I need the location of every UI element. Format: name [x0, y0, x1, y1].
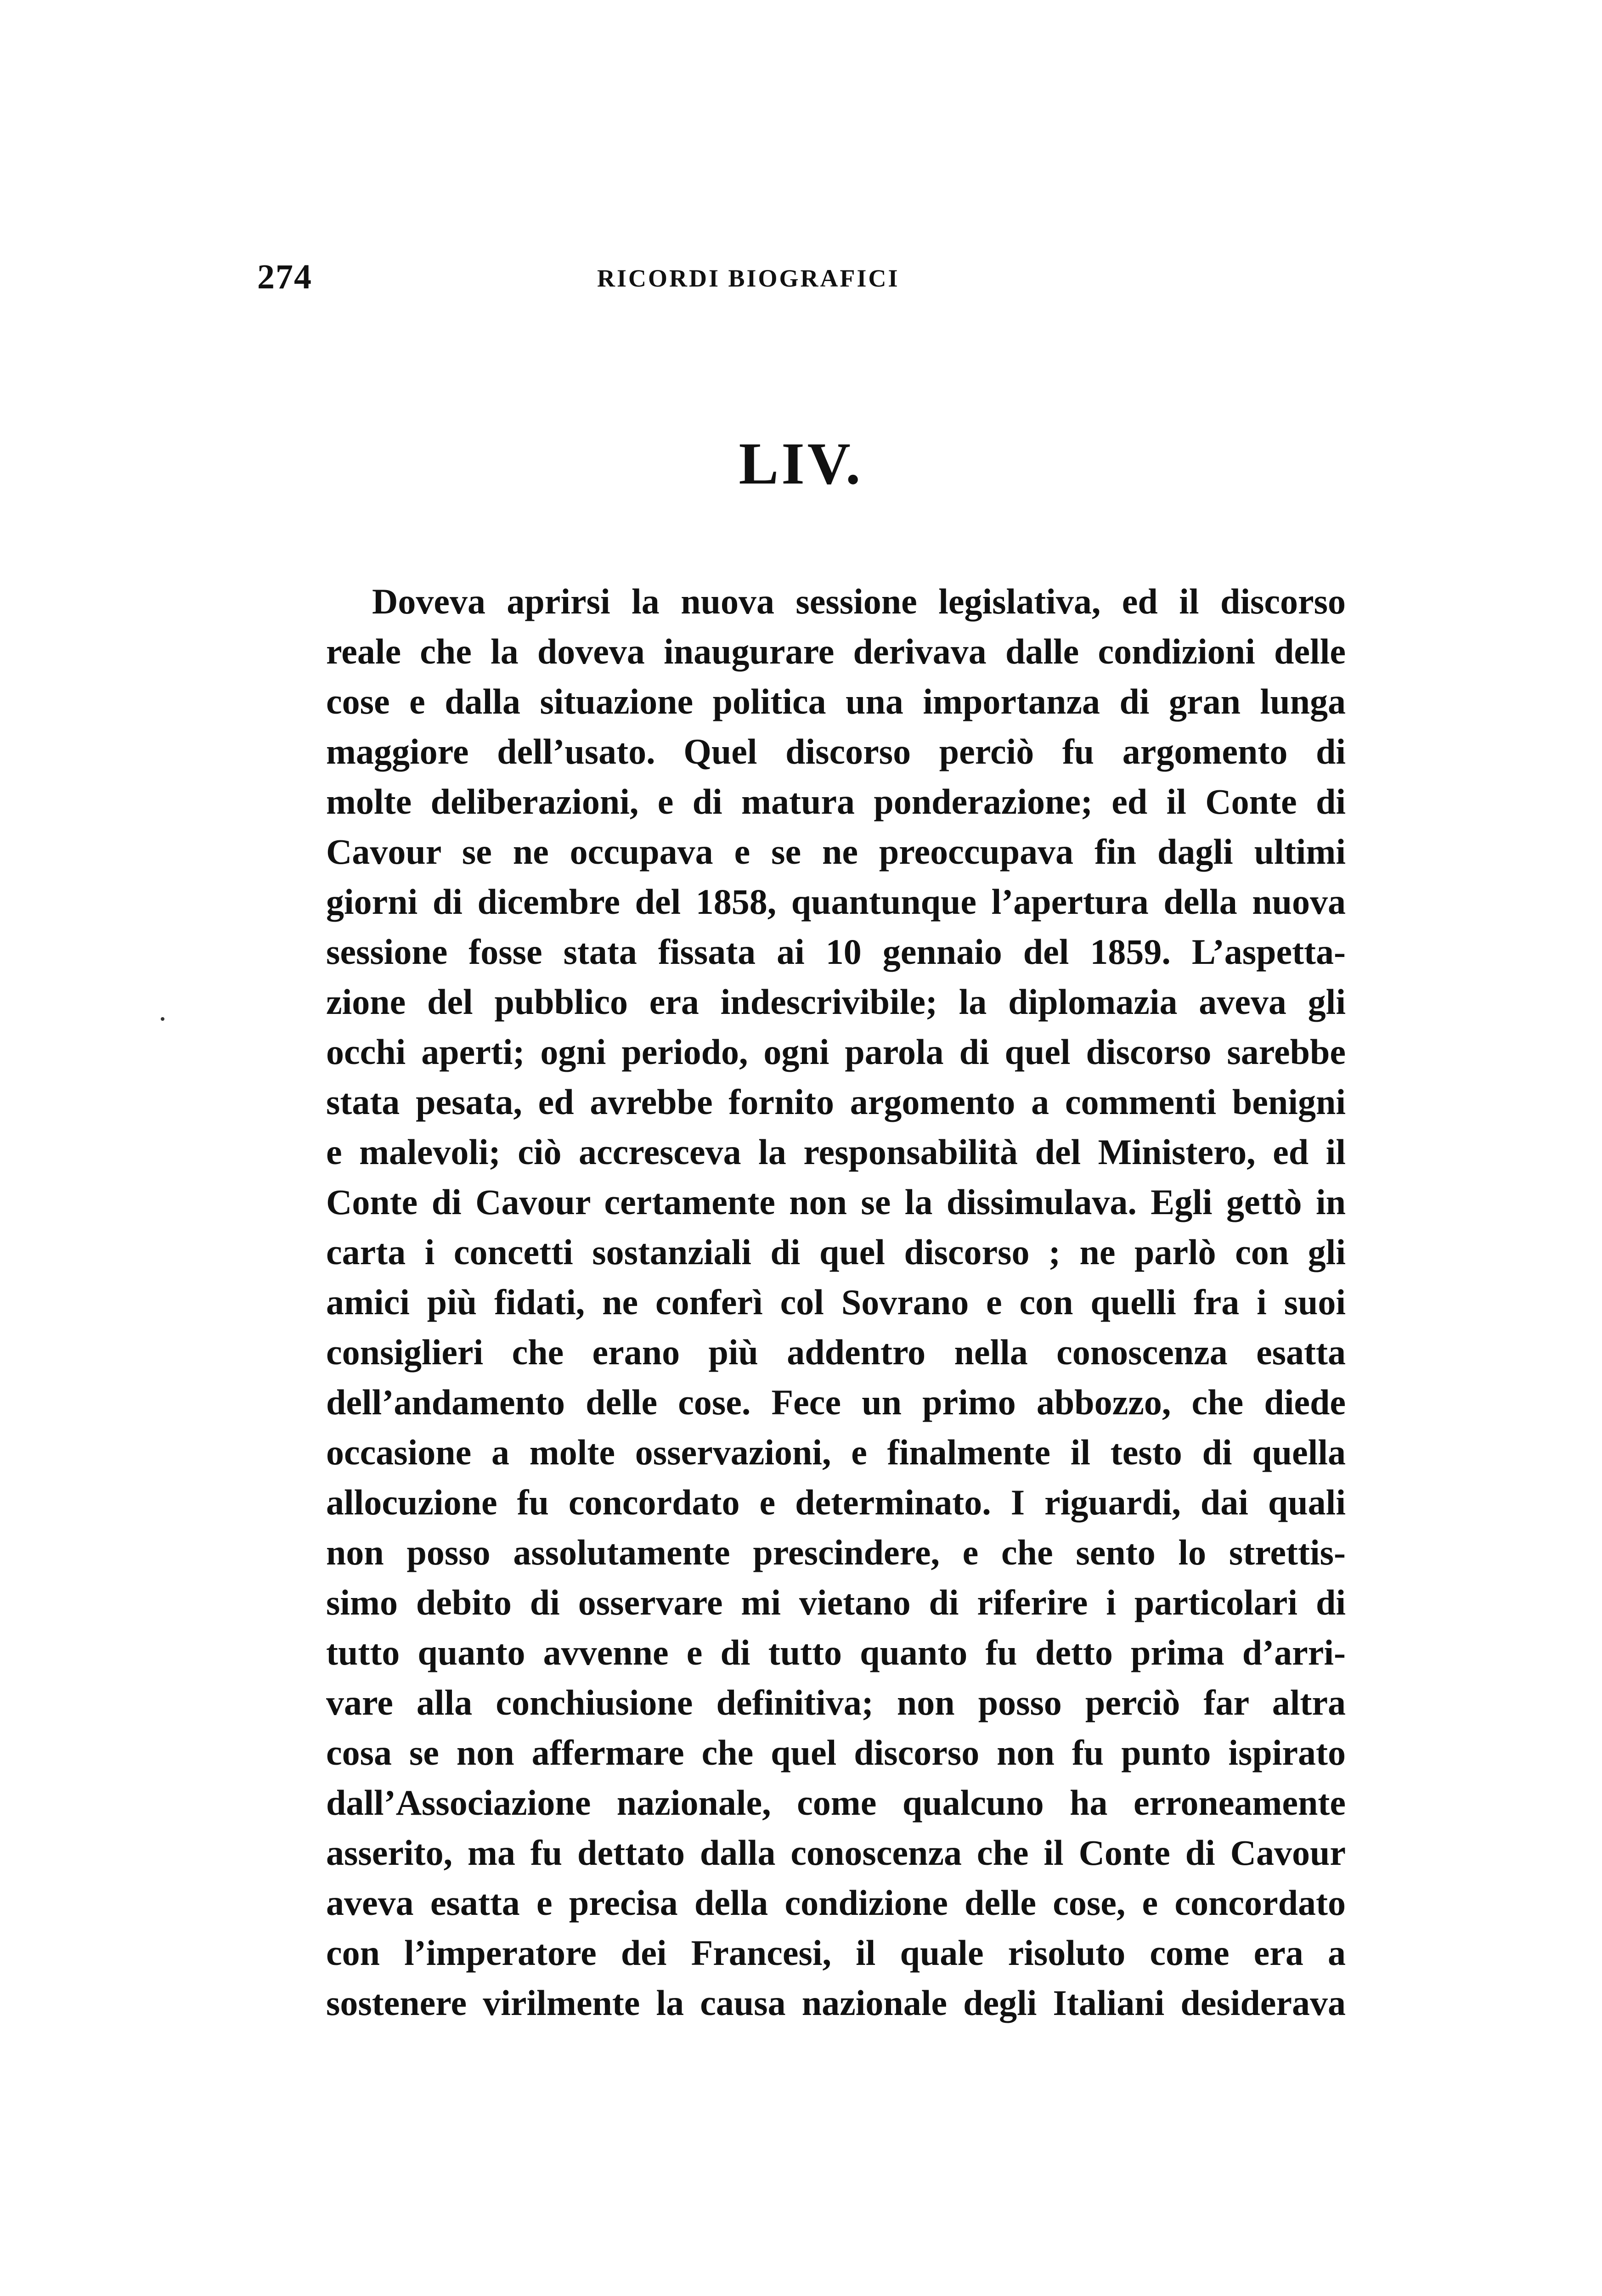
- text-line: Doveva aprirsi la nuova sessione legislativa, ed il discorso: [372, 581, 1346, 621]
- text-line: e malevoli; ciò accresceva la responsabilità del Ministero, ed il: [326, 1132, 1346, 1172]
- text-line: giorni di dicembre del 1858, quantunque l’apertura della nuova: [326, 882, 1346, 922]
- text-line: tutto quanto avvenne e di tutto quanto fu detto prima d’arri-: [326, 1632, 1346, 1672]
- running-header: RICORDI BIOGRAFICI: [597, 264, 900, 292]
- text-line: carta i concetti sostanziali di quel discorso ; ne parlò con gli: [326, 1232, 1346, 1272]
- page-number: 274: [257, 258, 312, 296]
- margin-mark: [161, 1017, 164, 1021]
- text-line: dell’andamento delle cose. Fece un primo abbozzo, che diede: [326, 1382, 1346, 1422]
- text-line: cosa se non affermare che quel discorso non fu punto ispirato: [326, 1733, 1346, 1773]
- text-line: allocuzione fu concordato e determinato. I riguardi, dai quali: [326, 1482, 1346, 1522]
- text-line: amici più fidati, ne conferì col Sovrano e con quelli fra i suoi: [326, 1282, 1346, 1322]
- text-line: vare alla conchiusione definitiva; non posso perciò far altra: [326, 1683, 1346, 1722]
- text-line: simo debito di osservare mi vietano di riferire i particolari di: [326, 1582, 1346, 1622]
- text-line: asserito, ma fu dettato dalla conoscenza che il Conte di Cavour: [326, 1833, 1346, 1873]
- text-line: con l’imperatore dei Francesi, il quale risoluto come era a: [326, 1933, 1346, 1973]
- body-paragraph: [326, 576, 1346, 2028]
- text-line: consiglieri che erano più addentro nella conoscenza esatta: [326, 1332, 1346, 1372]
- text-line: occasione a molte osservazioni, e finalmente il testo di quella: [326, 1432, 1346, 1472]
- text-line: Cavour se ne occupava e se ne preoccupava fin dagli ultimi: [326, 832, 1346, 872]
- text-line: reale che la doveva inaugurare derivava dalle condizioni delle: [326, 631, 1346, 671]
- text-line: stata pesata, ed avrebbe fornito argomento a commenti benigni: [326, 1082, 1346, 1122]
- text-line: zione del pubblico era indescrivibile; la diplomazia aveva gli: [326, 982, 1346, 1022]
- text-line: occhi aperti; ogni periodo, ogni parola di quel discorso sarebbe: [326, 1032, 1346, 1072]
- text-line: maggiore dell’usato. Quel discorso perciò fu argomento di: [326, 732, 1346, 771]
- text-line: aveva esatta e precisa della condizione delle cose, e concordato: [326, 1883, 1346, 1923]
- text-line: non posso assolutamente prescindere, e che sento lo strettis-: [326, 1532, 1346, 1572]
- text-line: sessione fosse stata fissata ai 10 gennaio del 1859. L’aspetta-: [326, 932, 1346, 972]
- chapter-heading: LIV.: [739, 431, 863, 497]
- text-line: cose e dalla situazione politica una importanza di gran lunga: [326, 681, 1346, 721]
- text-line: Conte di Cavour certamente non se la dissimulava. Egli gettò in: [326, 1182, 1346, 1222]
- text-line: sostenere virilmente la causa nazionale degli Italiani desiderava: [326, 1983, 1346, 2023]
- text-line: dall’Associazione nazionale, come qualcuno ha erroneamente: [326, 1783, 1346, 1823]
- text-line: molte deliberazioni, e di matura ponderazione; ed il Conte di: [326, 782, 1346, 822]
